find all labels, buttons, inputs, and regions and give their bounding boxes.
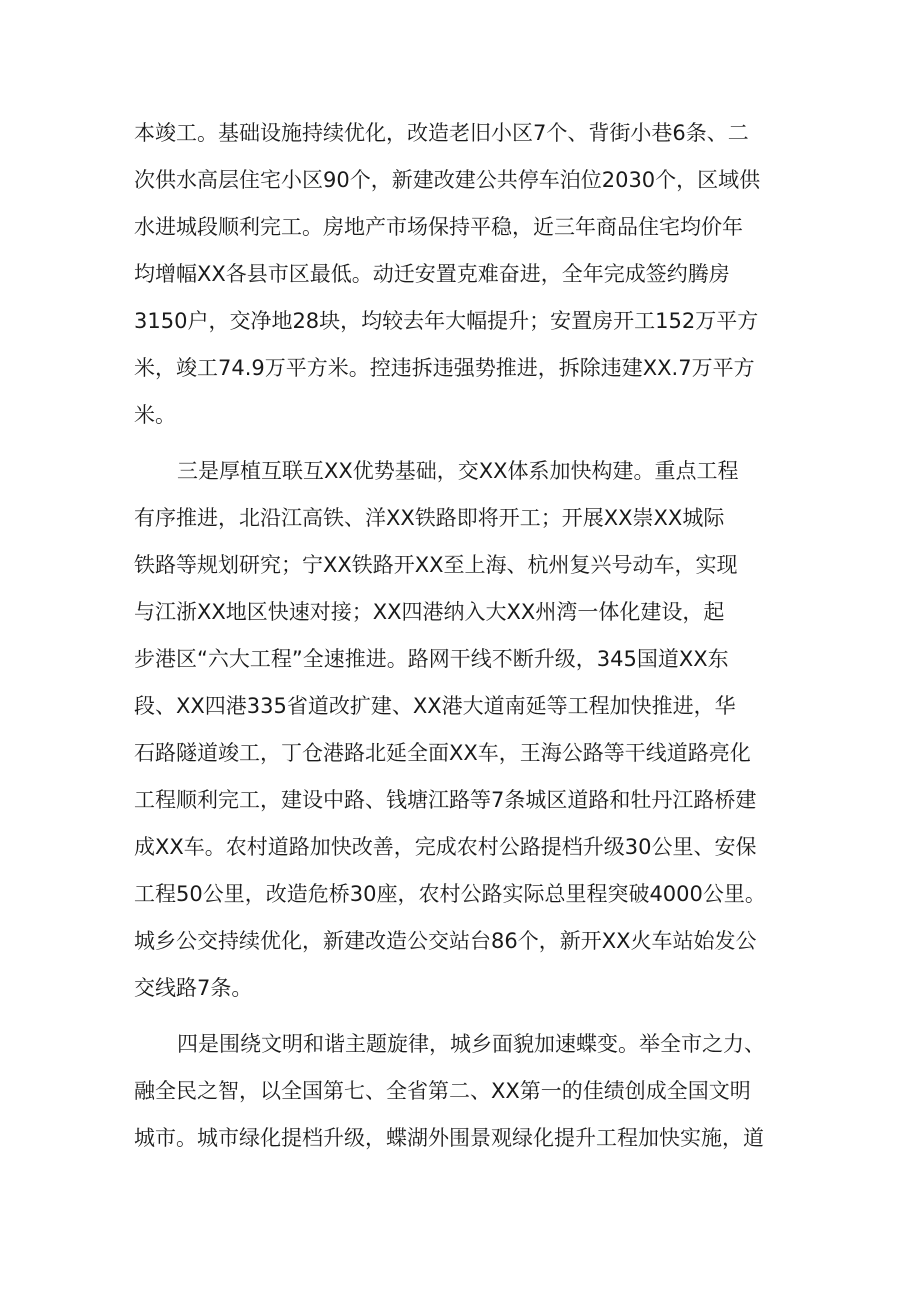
text-line: 本竣工。基础设施持续优化，改造老旧小区7个、背街小巷6条、二 <box>134 121 749 145</box>
text-line: 铁路等规划研究；宁XX铁路开XX至上海、杭州复兴号动车，实现 <box>134 553 738 577</box>
text-line: 成XX车。农村道路加快改善，完成农村公路提档升级30公里、安保 <box>134 835 757 859</box>
text-line: 3150户，交净地28块，均较去年大幅提升；安置房开工152万平方 <box>134 309 759 333</box>
text-line: 融全民之智，以全国第七、全省第二、XX第一的佳绩创成全国文明 <box>134 1079 751 1103</box>
text-line: 工程50公里，改造危桥30座，农村公路实际总里程突破4000公里。 <box>134 882 766 906</box>
text-line: 工程顺利完工，建设中路、钱塘江路等7条城区道路和牡丹江路桥建 <box>134 788 757 812</box>
text-line: 水进城段顺利完工。房地产市场保持平稳，近三年商品住宅均价年 <box>134 215 743 239</box>
paragraph-first-line: 四是围绕文明和谐主题旋律，城乡面貌加速蝶变。举全市之力、 <box>177 1032 765 1056</box>
text-line: 交线路7条。 <box>134 976 253 1000</box>
text-line: 城乡公交持续优化，新建改造公交站台86个，新开XX火车站始发公 <box>134 929 757 953</box>
text-line: 米。 <box>134 403 176 427</box>
text-line: 与江浙XX地区快速对接；XX四港纳入大XX州湾一体化建设，起 <box>134 600 725 624</box>
paragraph-first-line: 三是厚植互联互XX优势基础，交XX体系加快构建。重点工程 <box>177 459 739 483</box>
text-line: 次供水高层住宅小区90个，新建改建公共停车泊位2030个，区域供 <box>134 168 761 192</box>
text-line: 有序推进，北沿江高铁、洋XX铁路即将开工；开展XX崇XX城际 <box>134 506 725 530</box>
text-line: 段、XX四港335省道改扩建、XX港大道南延等工程加快推进，华 <box>134 694 736 718</box>
text-line: 步港区“六大工程”全速推进。路网干线不断升级，345国道XX东 <box>134 647 729 671</box>
text-line: 米，竣工74.9万平方米。控违拆违强势推进，拆除违建XX.7万平方 <box>134 356 755 380</box>
text-line: 均增幅XX各县市区最低。动迁安置克难奋进，全年完成签约腾房 <box>134 262 730 286</box>
text-line: 城市。城市绿化提档升级，蝶湖外围景观绿化提升工程加快实施，道 <box>134 1126 764 1150</box>
text-line: 石路隧道竣工，丁仓港路北延全面XX车，王海公路等干线道路亮化 <box>134 741 751 765</box>
